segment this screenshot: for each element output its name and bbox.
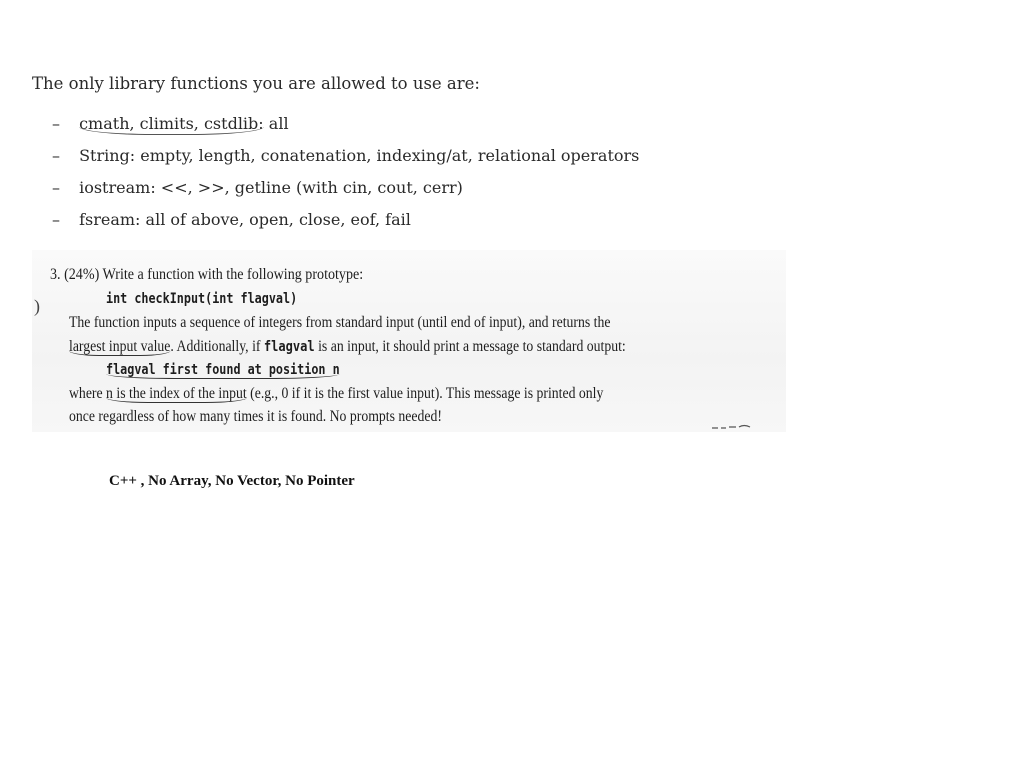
- underlined-phrase: n is the index of the input: [106, 385, 247, 402]
- question-line-4: [69, 385, 603, 403]
- allowed-functions-intro: The only library functions you are allowed to use are:: [32, 74, 480, 93]
- question-text: (e.g., 0 if it is the first value input). This message is printed only: [246, 385, 604, 402]
- question-text: . Additionally, if: [170, 338, 264, 355]
- output-message-text: flagval first found at position n: [106, 362, 340, 378]
- constraints-caption: C++ , No Array, No Vector, No Pointer: [109, 473, 355, 489]
- allowed-functions-list: [52, 114, 639, 242]
- inline-code: flagval: [263, 339, 315, 355]
- question-header: 3. (24%) Write a function with the following prototype:: [50, 266, 364, 283]
- list-item-lib: fsream:: [79, 210, 141, 229]
- list-item: [52, 210, 639, 242]
- question-text: is an input, it should print a message to standard output:: [314, 338, 626, 355]
- list-item-items: empty, length, conatenation, indexing/at, relational operators: [140, 146, 640, 165]
- bullet-dash: –: [52, 146, 60, 165]
- scribble-mark: [712, 424, 752, 430]
- question-text: where: [69, 385, 107, 402]
- list-item-lib: String:: [79, 146, 136, 165]
- function-prototype: int checkInput(int flagval): [106, 291, 298, 307]
- allowed-functions-block: [32, 74, 712, 234]
- margin-mark: ): [34, 296, 40, 316]
- list-item-lib: cmath, climits, cstdlib:: [79, 114, 264, 133]
- list-item-items: all: [268, 114, 289, 133]
- list-item-lib: iostream:: [79, 178, 156, 197]
- bullet-dash: –: [52, 210, 60, 229]
- list-item-items: <<, >>, getline (with cin, cout, cerr): [160, 178, 463, 197]
- question-line-1: The function inputs a sequence of integers from standard input (until end of input), and returns the: [69, 314, 611, 331]
- question-line-2: [69, 338, 626, 356]
- question-line-5: once regardless of how many times it is found. No prompts needed!: [69, 408, 442, 425]
- output-message: [106, 362, 340, 378]
- question-scan: [32, 250, 786, 432]
- bullet-dash: –: [52, 114, 60, 133]
- list-item: [52, 178, 639, 210]
- underlined-phrase: largest input value: [69, 338, 171, 355]
- list-item: [52, 114, 639, 146]
- list-item-items: all of above, open, close, eof, fail: [145, 210, 411, 229]
- bullet-dash: –: [52, 178, 60, 197]
- list-item: [52, 146, 639, 178]
